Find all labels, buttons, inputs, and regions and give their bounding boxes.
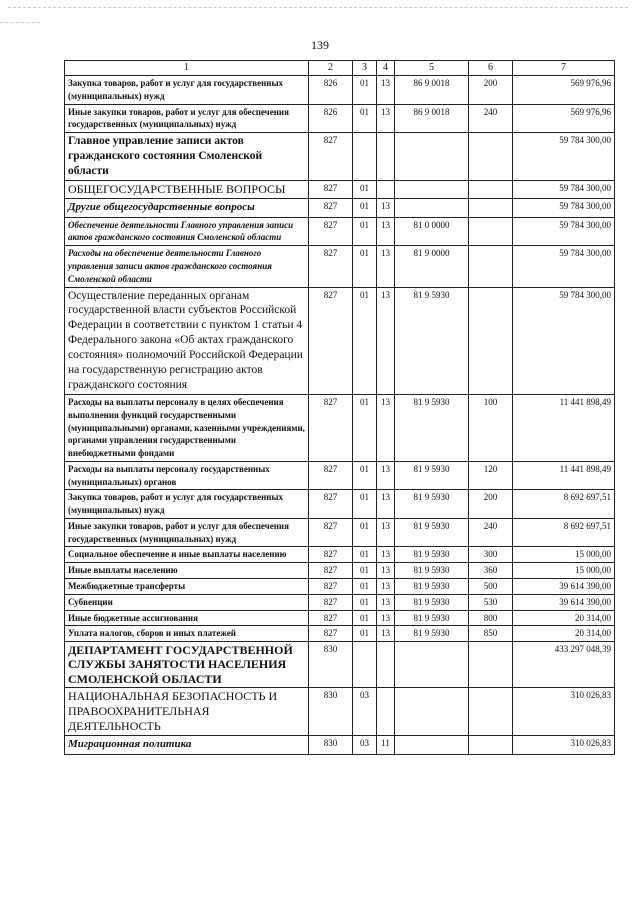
budget-item-name: Обеспечение деятельности Главного управления записи актов гражданского состояния Смоленской области — [65, 217, 309, 246]
table-row — [65, 490, 615, 519]
target-article-code: 81 9 5930 — [395, 518, 469, 547]
ministry-code: 830 — [309, 688, 353, 736]
amount: 433 297 048,39 — [513, 642, 615, 688]
table-row — [65, 217, 615, 246]
section-code — [353, 642, 377, 688]
table-row — [65, 518, 615, 547]
section-code: 01 — [353, 594, 377, 610]
subsection-code: 13 — [377, 395, 395, 462]
expense-type-code: 200 — [469, 76, 513, 105]
budget-item-name: Расходы на выплаты персоналу в целях обеспечения выполнения функций государственными (муниципальными) органами, казенными учреждениями, органами управления государственными внебюджетными фондами — [65, 395, 309, 462]
page-number: 139 — [311, 38, 329, 52]
expense-type-code: 200 — [469, 490, 513, 519]
subsection-code: 11 — [377, 736, 395, 755]
expense-type-code — [469, 688, 513, 736]
table-row — [65, 461, 615, 490]
amount: 59 784 300,00 — [513, 217, 615, 246]
section-code: 01 — [353, 287, 377, 395]
ministry-code: 826 — [309, 76, 353, 105]
section-code: 03 — [353, 688, 377, 736]
expense-type-code: 240 — [469, 104, 513, 133]
amount: 569 976,96 — [513, 104, 615, 133]
ministry-code: 830 — [309, 642, 353, 688]
budget-item-name: ДЕПАРТАМЕНТ ГОСУДАРСТВЕННОЙ СЛУЖБЫ ЗАНЯТОСТИ НАСЕЛЕНИЯ СМОЛЕНСКОЙ ОБЛАСТИ — [65, 642, 309, 688]
column-header: 6 — [469, 61, 513, 76]
section-code: 01 — [353, 579, 377, 595]
section-code: 01 — [353, 104, 377, 133]
column-header: 3 — [353, 61, 377, 76]
budget-item-name: ОБЩЕГОСУДАРСТВЕННЫЕ ВОПРОСЫ — [65, 181, 309, 199]
target-article-code: 81 9 0000 — [395, 246, 469, 287]
ministry-code: 827 — [309, 287, 353, 395]
subsection-code: 13 — [377, 547, 395, 563]
amount: 59 784 300,00 — [513, 133, 615, 181]
subsection-code: 13 — [377, 610, 395, 626]
expense-type-code — [469, 217, 513, 246]
expense-type-code: 530 — [469, 594, 513, 610]
table-row — [65, 181, 615, 199]
table-row — [65, 610, 615, 626]
budget-item-name: Межбюджетные трансферты — [65, 579, 309, 595]
table-row — [65, 688, 615, 736]
target-article-code: 81 9 5930 — [395, 490, 469, 519]
subsection-code: 13 — [377, 246, 395, 287]
ministry-code: 827 — [309, 133, 353, 181]
amount: 310 026,83 — [513, 688, 615, 736]
table-row — [65, 547, 615, 563]
scan-artifact-line — [8, 7, 628, 8]
subsection-code — [377, 642, 395, 688]
budget-item-name: Осуществление переданных органам государственной власти субъектов Российской Федерации в соответствии с пунктом 1 статьи 4 Федерального закона «Об актах гражданского состояния» полномочий Российской Федерации на государственную регистрацию актов гражданского состояния — [65, 287, 309, 395]
ministry-code: 827 — [309, 626, 353, 642]
target-article-code — [395, 642, 469, 688]
subsection-code: 13 — [377, 579, 395, 595]
target-article-code: 81 9 5930 — [395, 610, 469, 626]
ministry-code: 827 — [309, 610, 353, 626]
expense-type-code: 360 — [469, 563, 513, 579]
ministry-code: 827 — [309, 461, 353, 490]
column-header: 5 — [395, 61, 469, 76]
budget-item-name: Главное управление записи актов гражданского состояния Смоленской области — [65, 133, 309, 181]
table-body — [65, 76, 615, 755]
table-row — [65, 642, 615, 688]
subsection-code: 13 — [377, 563, 395, 579]
ministry-code: 826 — [309, 104, 353, 133]
amount: 59 784 300,00 — [513, 181, 615, 199]
amount: 20 314,00 — [513, 610, 615, 626]
expense-type-code — [469, 287, 513, 395]
amount: 20 314,00 — [513, 626, 615, 642]
ministry-code: 827 — [309, 217, 353, 246]
subsection-code: 13 — [377, 287, 395, 395]
ministry-code: 827 — [309, 579, 353, 595]
budget-item-name: Иные закупки товаров, работ и услуг для обеспечения государственных (муниципальных) нужд — [65, 104, 309, 133]
budget-item-name: НАЦИОНАЛЬНАЯ БЕЗОПАСНОСТЬ И ПРАВООХРАНИТЕЛЬНАЯ ДЕЯТЕЛЬНОСТЬ — [65, 688, 309, 736]
amount: 15 000,00 — [513, 563, 615, 579]
subsection-code: 13 — [377, 594, 395, 610]
scan-artifact-line — [0, 22, 40, 23]
budget-item-name: Уплата налогов, сборов и иных платежей — [65, 626, 309, 642]
target-article-code: 81 9 5930 — [395, 287, 469, 395]
section-code: 01 — [353, 518, 377, 547]
budget-item-name: Иные закупки товаров, работ и услуг для обеспечения государственных (муниципальных) нужд — [65, 518, 309, 547]
section-code: 01 — [353, 610, 377, 626]
expense-type-code: 850 — [469, 626, 513, 642]
ministry-code: 827 — [309, 518, 353, 547]
amount: 8 692 697,51 — [513, 490, 615, 519]
section-code: 01 — [353, 199, 377, 218]
ministry-code: 827 — [309, 490, 353, 519]
expense-type-code — [469, 181, 513, 199]
amount: 59 784 300,00 — [513, 287, 615, 395]
subsection-code — [377, 688, 395, 736]
amount: 39 614 390,00 — [513, 579, 615, 595]
budget-item-name: Иные бюджетные ассигнования — [65, 610, 309, 626]
section-code: 03 — [353, 736, 377, 755]
table-row — [65, 246, 615, 287]
target-article-code: 81 9 5930 — [395, 563, 469, 579]
target-article-code — [395, 736, 469, 755]
column-header: 2 — [309, 61, 353, 76]
subsection-code: 13 — [377, 461, 395, 490]
ministry-code: 827 — [309, 246, 353, 287]
ministry-code: 827 — [309, 199, 353, 218]
target-article-code: 81 9 5930 — [395, 579, 469, 595]
expense-type-code: 800 — [469, 610, 513, 626]
expense-type-code: 100 — [469, 395, 513, 462]
budget-item-name: Социальное обеспечение и иные выплаты населению — [65, 547, 309, 563]
table-row — [65, 133, 615, 181]
table-row — [65, 287, 615, 395]
expense-type-code: 240 — [469, 518, 513, 547]
ministry-code: 827 — [309, 181, 353, 199]
ministry-code: 827 — [309, 594, 353, 610]
table-row — [65, 76, 615, 105]
subsection-code: 13 — [377, 217, 395, 246]
amount: 59 784 300,00 — [513, 199, 615, 218]
target-article-code: 81 9 5930 — [395, 395, 469, 462]
target-article-code: 81 9 5930 — [395, 594, 469, 610]
amount: 39 614 390,00 — [513, 594, 615, 610]
budget-item-name: Иные выплаты населению — [65, 563, 309, 579]
subsection-code: 13 — [377, 76, 395, 105]
ministry-code: 827 — [309, 547, 353, 563]
section-code: 01 — [353, 181, 377, 199]
subsection-code: 13 — [377, 199, 395, 218]
expense-type-code — [469, 246, 513, 287]
table-row — [65, 104, 615, 133]
ministry-code: 827 — [309, 395, 353, 462]
section-code — [353, 133, 377, 181]
table-row — [65, 563, 615, 579]
target-article-code: 81 9 5930 — [395, 461, 469, 490]
table-row — [65, 736, 615, 755]
amount: 11 441 898,49 — [513, 395, 615, 462]
header-row — [65, 61, 615, 76]
ministry-code: 830 — [309, 736, 353, 755]
target-article-code: 86 9 0018 — [395, 104, 469, 133]
amount: 11 441 898,49 — [513, 461, 615, 490]
budget-table — [64, 60, 615, 755]
table-row — [65, 579, 615, 595]
expense-type-code — [469, 199, 513, 218]
section-code: 01 — [353, 547, 377, 563]
section-code: 01 — [353, 246, 377, 287]
budget-item-name: Закупка товаров, работ и услуг для государственных (муниципальных) нужд — [65, 76, 309, 105]
target-article-code — [395, 688, 469, 736]
budget-item-name: Субвенции — [65, 594, 309, 610]
budget-item-name: Расходы на обеспечение деятельности Главного управления записи актов гражданского состояния Смоленской области — [65, 246, 309, 287]
section-code: 01 — [353, 626, 377, 642]
section-code: 01 — [353, 490, 377, 519]
target-article-code: 81 9 5930 — [395, 547, 469, 563]
budget-item-name: Миграционная политика — [65, 736, 309, 755]
subsection-code: 13 — [377, 626, 395, 642]
table-row — [65, 395, 615, 462]
amount: 15 000,00 — [513, 547, 615, 563]
expense-type-code: 300 — [469, 547, 513, 563]
budget-item-name: Расходы на выплаты персоналу государственных (муниципальных) органов — [65, 461, 309, 490]
expense-type-code: 120 — [469, 461, 513, 490]
expense-type-code: 500 — [469, 579, 513, 595]
target-article-code — [395, 181, 469, 199]
section-code: 01 — [353, 461, 377, 490]
subsection-code — [377, 133, 395, 181]
expense-type-code — [469, 642, 513, 688]
subsection-code: 13 — [377, 104, 395, 133]
budget-item-name: Закупка товаров, работ и услуг для государственных (муниципальных) нужд — [65, 490, 309, 519]
budget-item-name: Другие общегосударственные вопросы — [65, 199, 309, 218]
amount: 569 976,96 — [513, 76, 615, 105]
subsection-code: 13 — [377, 518, 395, 547]
section-code: 01 — [353, 563, 377, 579]
table-row — [65, 626, 615, 642]
section-code: 01 — [353, 76, 377, 105]
subsection-code: 13 — [377, 490, 395, 519]
amount: 310 026,83 — [513, 736, 615, 755]
expense-type-code — [469, 736, 513, 755]
section-code: 01 — [353, 217, 377, 246]
section-code: 01 — [353, 395, 377, 462]
column-header: 4 — [377, 61, 395, 76]
target-article-code: 81 9 5930 — [395, 626, 469, 642]
amount: 8 692 697,51 — [513, 518, 615, 547]
amount: 59 784 300,00 — [513, 246, 615, 287]
subsection-code — [377, 181, 395, 199]
target-article-code: 81 0 0000 — [395, 217, 469, 246]
target-article-code — [395, 199, 469, 218]
target-article-code: 86 9 0018 — [395, 76, 469, 105]
expense-type-code — [469, 133, 513, 181]
column-header: 7 — [513, 61, 615, 76]
target-article-code — [395, 133, 469, 181]
column-header: 1 — [65, 61, 309, 76]
ministry-code: 827 — [309, 563, 353, 579]
table-row — [65, 199, 615, 218]
table-row — [65, 594, 615, 610]
